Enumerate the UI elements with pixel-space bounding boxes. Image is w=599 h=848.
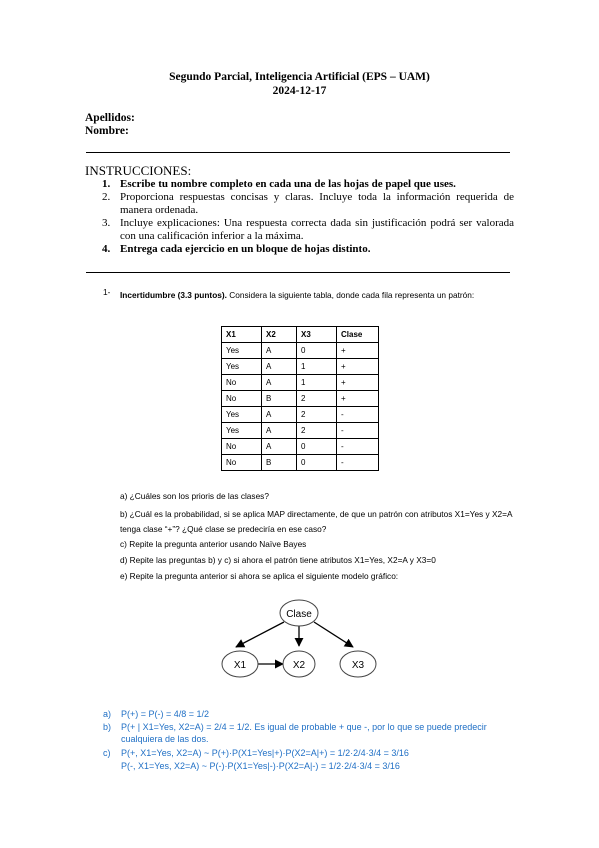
nombre-field: Nombre:: [85, 125, 129, 137]
table-cell: A: [262, 407, 297, 423]
table-cell: A: [262, 423, 297, 439]
subquestion-c: c) Repite la pregunta anterior usando Naïve Bayes: [120, 539, 307, 549]
table-cell: -: [337, 455, 379, 471]
table-cell: B: [262, 391, 297, 407]
instruction-item: 4. Entrega cada ejercicio en un bloque de hojas distinto.: [102, 243, 371, 255]
table-cell: +: [337, 375, 379, 391]
graphical-model-diagram: [212, 592, 392, 687]
table-cell: 1: [297, 359, 337, 375]
table-cell: +: [337, 359, 379, 375]
table-cell: 2: [297, 423, 337, 439]
table-cell: 0: [297, 455, 337, 471]
instruction-item: 1. Escribe tu nombre completo en cada una de las hojas de papel que uses.: [102, 178, 456, 190]
node-x3-label: X3: [351, 660, 365, 671]
table-header: X2: [262, 327, 297, 343]
divider-bottom: [86, 272, 510, 273]
exam-title: Segundo Parcial, Inteligencia Artificial (EPS – UAM): [169, 71, 430, 83]
subquestion-b: b) ¿Cuál es la probabilidad, si se aplica MAP directamente, de que un patrón con atributos X1=Yes y X2=A tenga clase “+”? ¿Qué clase se predeciría en ese caso?: [120, 509, 513, 534]
table-row: [222, 423, 379, 439]
node-x1-label: X1: [233, 660, 247, 671]
question-number: 1-: [103, 287, 111, 297]
table-cell: 0: [297, 343, 337, 359]
table-cell: No: [222, 439, 262, 455]
table-cell: Yes: [222, 407, 262, 423]
subquestion-e: e) Repite la pregunta anterior si ahora se aplica el siguiente modelo gráfico:: [120, 571, 399, 581]
table-cell: +: [337, 343, 379, 359]
table-row: [222, 343, 379, 359]
edge-clase-x3: [314, 622, 353, 647]
instructions-title: INSTRUCCIONES:: [85, 163, 192, 178]
instruction-item: 2. Proporciona respuestas concisas y claras. Incluye toda la información requerida de manera ordenada.: [102, 191, 514, 216]
divider-top: [86, 152, 510, 153]
answer-a-label: a): [103, 709, 112, 719]
table-cell: -: [337, 439, 379, 455]
table-row: [222, 391, 379, 407]
instructions-list: [102, 178, 514, 256]
edge-clase-x1: [236, 622, 284, 647]
table-cell: 2: [297, 391, 337, 407]
table-cell: +: [337, 391, 379, 407]
table-row: [222, 455, 379, 471]
table-row: [222, 407, 379, 423]
subquestion-a: a) ¿Cuáles son los prioris de las clases?: [120, 491, 269, 501]
table-cell: Yes: [222, 359, 262, 375]
table-cell: B: [262, 455, 297, 471]
question-title: Incertidumbre (3.3 puntos).: [120, 290, 227, 300]
exam-date: 2024-12-17: [272, 85, 327, 97]
table-cell: A: [262, 359, 297, 375]
table-cell: No: [222, 375, 262, 391]
table-cell: 2: [297, 407, 337, 423]
table-cell: -: [337, 423, 379, 439]
answer-b-label: b): [103, 722, 112, 732]
answer-c-line2: P(-, X1=Yes, X2=A) ~ P(-)·P(X1=Yes|-)·P(X2=A|-) = 1/2·2/4·3/4 = 3/16: [121, 761, 400, 771]
table-cell: No: [222, 391, 262, 407]
table-row: [222, 375, 379, 391]
table-header: X1: [222, 327, 262, 343]
table-row: [222, 359, 379, 375]
table-cell: Yes: [222, 423, 262, 439]
table-cell: Yes: [222, 343, 262, 359]
pattern-table: [221, 326, 379, 471]
answer-c-line1: P(+, X1=Yes, X2=A) ~ P(+)·P(X1=Yes|+)·P(X2=A|+) = 1/2·2/4·3/4 = 3/16: [121, 748, 409, 758]
table-cell: No: [222, 455, 262, 471]
table-cell: A: [262, 375, 297, 391]
instruction-item: 3. Incluye explicaciones: Una respuesta correcta dada sin justificación podrá ser valorada con una calificación inferior a la máxima.: [102, 217, 514, 242]
subquestion-d: d) Repite las preguntas b) y c) si ahora el patrón tiene atributos X1=Yes, X2=A y X3=0: [120, 555, 436, 565]
question-intro-text: Considera la siguiente tabla, donde cada fila representa un patrón:: [226, 290, 475, 300]
table-cell: A: [262, 439, 297, 455]
apellidos-field: Apellidos:: [85, 112, 135, 124]
table-cell: 0: [297, 439, 337, 455]
table-row: [222, 439, 379, 455]
answer-b: P(+ | X1=Yes, X2=A) = 2/4 = 1/2. Es igual de probable + que -, por lo que se puede predecir cualquiera de las dos.: [121, 722, 487, 744]
table-header: Clase: [337, 327, 379, 343]
table-cell: -: [337, 407, 379, 423]
answer-c-label: c): [103, 748, 111, 758]
node-clase-label: Clase: [286, 609, 312, 620]
question-intro: [120, 287, 518, 303]
table-cell: A: [262, 343, 297, 359]
table-header-row: [222, 327, 379, 343]
answer-a: P(+) = P(-) = 4/8 = 1/2: [121, 709, 210, 719]
node-x2-label: X2: [292, 660, 306, 671]
table-header: X3: [297, 327, 337, 343]
table-cell: 1: [297, 375, 337, 391]
